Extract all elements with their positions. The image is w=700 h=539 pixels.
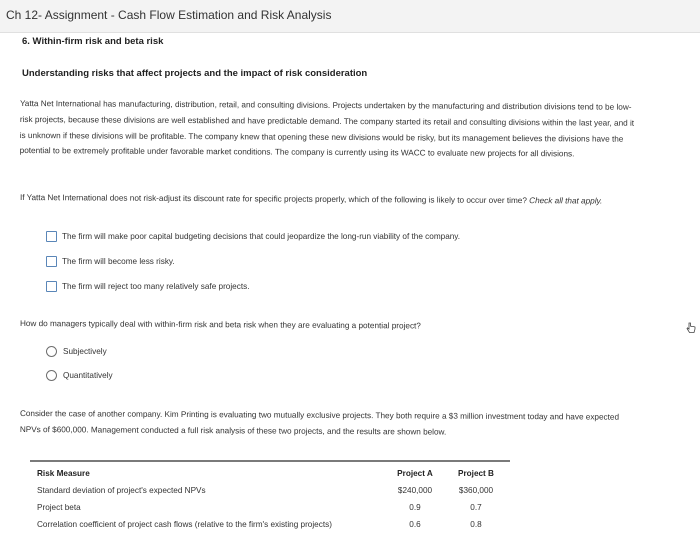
cell-project-b: 0.7 [470,503,482,512]
checkbox-option-1[interactable] [46,231,460,242]
checkbox-question-prompt [20,190,638,210]
header-risk-measure: Risk Measure [37,468,90,478]
radio-option-subjectively[interactable] [46,346,107,357]
checkbox[interactable] [46,281,57,292]
radio-option-quantitatively[interactable] [46,370,113,381]
risk-table [30,460,510,533]
radio-button[interactable] [46,370,57,381]
case-paragraph: Consider the case of another company. Kim Printing is evaluating two mutually exclusive projects. They both require a $3 million investment today and have expected NPVs of $600,000. Management conducted a full risk analysis of these two projects, and the results are shown below. [19,408,620,437]
scenario-paragraph: Yatta Net International has manufacturing, distribution, retail, and consulting divisions. Projects undertaken by the manufacturing and distribution divisions tend to be low-risk projects, because these divisions are well established and have predictable demand. The company started its retail and consulting divisions within the last year, and it is unknown if these divisions will be profitable. The company knew that opening these new divisions would be risky, but its management believes the divisions have the potential to be extremely profitable under favorable market conditions. The company is currently using its WACC to evaluate new projects for all divisions. [19,98,635,159]
cell-project-b: 0.8 [470,520,482,529]
header-project-b: Project B [458,468,494,478]
cell-project-a: 0.9 [409,503,421,512]
question-title: 6. Within-firm risk and beta risk [22,36,164,47]
row-label: Correlation coefficient of project cash flows (relative to the firm's existing projects) [37,520,332,529]
cell-project-a: $240,000 [397,486,433,495]
table-row [30,482,510,499]
checkbox-label: The firm will make poor capital budgeting decisions that could jeopardize the long-run viability of the company. [62,232,461,241]
cell-project-b: $360,000 [458,486,494,495]
table-header [30,464,510,482]
checkbox-label: The firm will become less risky. [62,257,175,266]
radio-label: Subjectively [63,347,107,356]
row-label: Standard deviation of project's expected NPVs [37,486,206,495]
section-title: Understanding risks that affect projects and the impact of risk consideration [22,68,368,79]
radio-question-prompt: How do managers typically deal with within-firm risk and beta risk when they are evaluating a potential project? [19,318,421,331]
checkbox[interactable] [46,256,57,267]
checkbox-label: The firm will reject too many relatively safe projects. [62,282,250,291]
prompt-text: If Yatta Net International does not risk-adjust its discount rate for specific projects properly, which of the following is likely to occur over time? [19,192,527,206]
table-row [30,499,510,516]
prompt-note: Check all that apply. [529,196,603,206]
window-title: Ch 12- Assignment - Cash Flow Estimation and Risk Analysis [6,8,332,22]
radio-button[interactable] [46,346,57,357]
checkbox[interactable] [46,231,57,242]
window-title-bar [0,0,700,33]
cell-project-a: 0.6 [409,520,421,529]
checkbox-option-3[interactable] [46,281,249,292]
table-row [30,516,510,533]
hand-pointer-icon [686,322,696,334]
row-label: Project beta [37,503,81,512]
checkbox-option-2[interactable] [46,256,175,267]
radio-label: Quantitatively [63,371,113,380]
header-project-a: Project A [397,468,433,478]
